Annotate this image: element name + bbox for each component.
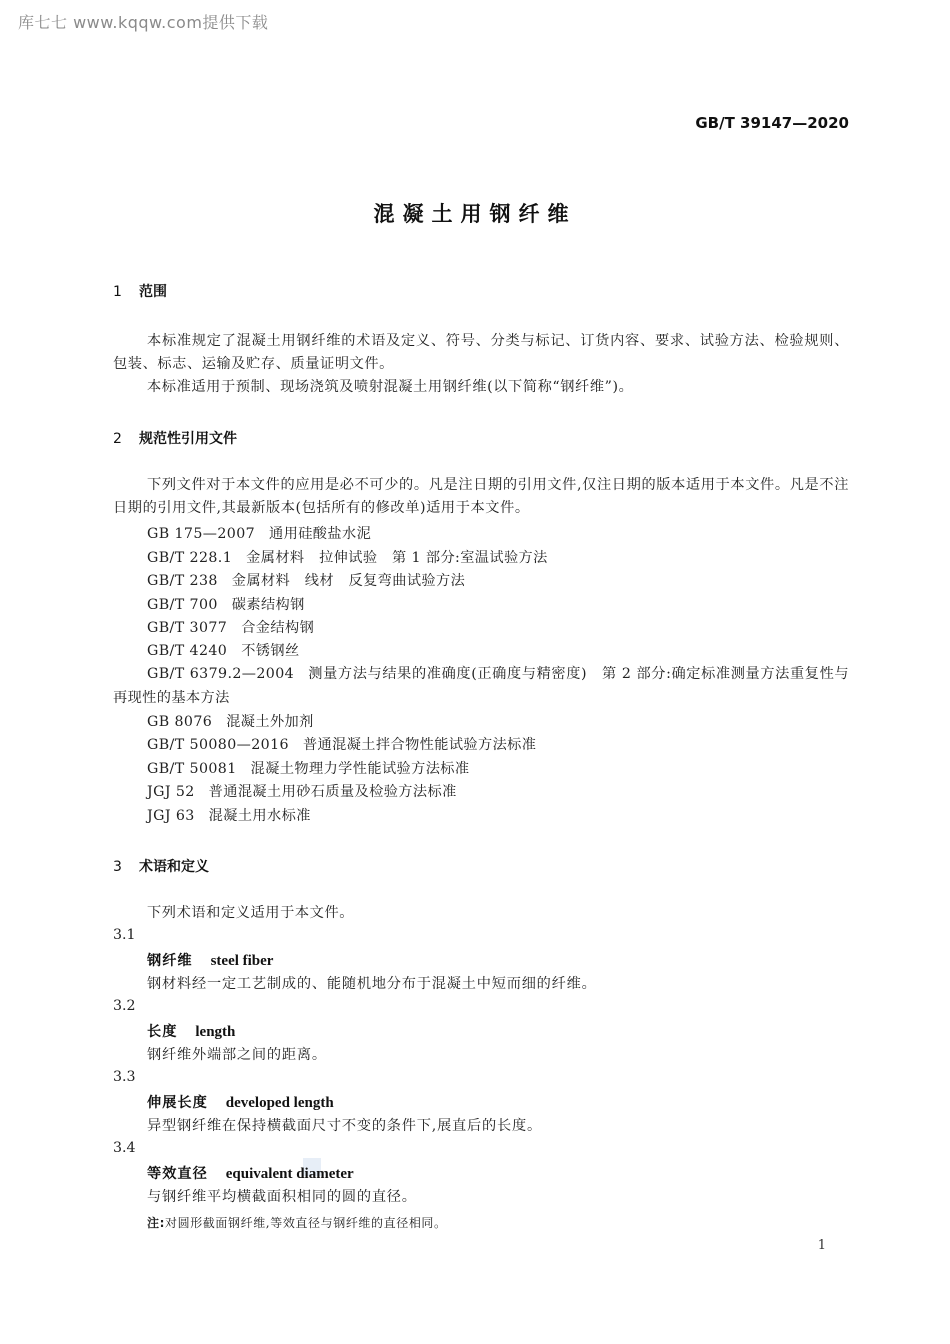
section-heading-terms <box>113 856 209 876</box>
term-number: 3.3 <box>113 1069 136 1085</box>
section-heading-scope <box>113 281 167 301</box>
note-text: 对圆形截面钢纤维,等效直径与钢纤维的直径相同。 <box>165 1216 447 1230</box>
term-zh: 伸展长度 <box>147 1095 208 1111</box>
reference-item <box>147 570 465 590</box>
reference-code: GB/T 50081 <box>147 761 237 777</box>
reference-title: 合金结构钢 <box>241 620 315 636</box>
reference-title: 不锈钢丝 <box>241 643 300 659</box>
reference-title: 金属材料 线材 反复弯曲试验方法 <box>231 573 466 589</box>
reference-title: 测量方法与结果的准确度(正确度与精密度) 第 2 部分:确定标准测量方法重复性与再现性的基本方法 <box>113 666 849 706</box>
reference-title: 混凝土外加剂 <box>226 714 314 730</box>
term-zh: 钢纤维 <box>147 953 193 969</box>
term-number: 3.4 <box>113 1140 136 1156</box>
term-heading <box>147 950 273 970</box>
reference-code: GB 175—2007 <box>147 526 256 542</box>
term-definition: 钢材料经一定工艺制成的、能随机地分布于混凝土中短而细的纤维。 <box>147 976 597 992</box>
section-title: 范围 <box>139 284 167 300</box>
reference-title: 普通混凝土拌合物性能试验方法标准 <box>302 737 537 753</box>
document-title: 混凝土用钢纤维 <box>373 202 577 226</box>
reference-title: 碳素结构钢 <box>231 597 305 613</box>
section-title: 规范性引用文件 <box>139 431 237 447</box>
term-en: length <box>195 1024 236 1040</box>
references-intro-paragraph: 下列文件对于本文件的应用是必不可少的。凡是注日期的引用文件,仅注日期的版本适用于本文件。凡是不注日期的引用文件,其最新版本(包括所有的修改单)适用于本文件。 <box>113 477 849 516</box>
standard-code: GB/T 39147—2020 <box>695 114 849 132</box>
term-heading <box>147 1092 334 1112</box>
section-title: 术语和定义 <box>139 859 209 875</box>
section-heading-normative-references <box>113 428 237 448</box>
reference-code: GB/T 6379.2—2004 <box>147 666 295 682</box>
reference-title: 混凝土用水标准 <box>208 808 311 824</box>
reference-title: 普通混凝土用砂石质量及检验方法标准 <box>208 784 457 800</box>
term-en: steel fiber <box>210 953 274 969</box>
terms-intro-paragraph: 下列术语和定义适用于本文件。 <box>147 905 355 921</box>
reference-code: GB/T 228.1 <box>147 550 233 566</box>
scope-paragraph-2: 本标准适用于预制、现场浇筑及喷射混凝土用钢纤维(以下简称“钢纤维”)。 <box>147 379 634 395</box>
term-number: 3.2 <box>113 998 136 1014</box>
term-heading <box>147 1163 354 1183</box>
reference-title: 通用硅酸盐水泥 <box>269 526 372 542</box>
reference-item <box>147 547 548 567</box>
note <box>147 1214 447 1231</box>
term-heading <box>147 1021 235 1041</box>
term-definition: 钢纤维外端部之间的距离。 <box>147 1047 327 1063</box>
reference-code: JGJ 63 <box>147 808 195 824</box>
reference-item <box>147 711 314 731</box>
reference-item <box>147 734 536 754</box>
reference-title: 混凝土物理力学性能试验方法标准 <box>250 761 470 777</box>
reference-item <box>113 663 849 710</box>
reference-item <box>147 758 469 778</box>
reference-code: JGJ 52 <box>147 784 195 800</box>
reference-title: 金属材料 拉伸试验 第 1 部分:室温试验方法 <box>246 550 548 566</box>
reference-code: GB/T 238 <box>147 573 218 589</box>
reference-item <box>147 523 371 543</box>
scope-paragraph-1: 本标准规定了混凝土用钢纤维的术语及定义、符号、分类与标记、订货内容、要求、试验方法、检验规则、包装、标志、运输及贮存、质量证明文件。 <box>113 333 849 372</box>
note-label: 注: <box>147 1216 165 1230</box>
term-zh: 等效直径 <box>147 1166 208 1182</box>
term-definition: 异型钢纤维在保持横截面尺寸不变的条件下,展直后的长度。 <box>147 1118 542 1134</box>
reference-code: GB/T 50080—2016 <box>147 737 289 753</box>
reference-item <box>147 640 300 660</box>
section-number: 3 <box>113 859 122 875</box>
reference-item <box>147 617 314 637</box>
term-zh: 长度 <box>147 1024 178 1040</box>
reference-code: GB/T 700 <box>147 597 218 613</box>
reference-code: GB/T 3077 <box>147 620 228 636</box>
reference-item <box>147 594 305 614</box>
reference-item <box>147 781 457 801</box>
reference-code: GB 8076 <box>147 714 213 730</box>
term-en: equivalent diameter <box>225 1166 354 1182</box>
reference-item <box>147 805 311 825</box>
term-definition: 与钢纤维平均横截面积相同的圆的直径。 <box>147 1189 417 1205</box>
section-number: 1 <box>113 284 122 300</box>
reference-code: GB/T 4240 <box>147 643 228 659</box>
term-en: developed length <box>225 1095 334 1111</box>
section-number: 2 <box>113 431 122 447</box>
page-number: 1 <box>817 1238 826 1253</box>
watermark-text: 库七七 www.kqqw.com提供下载 <box>18 13 269 32</box>
term-number: 3.1 <box>113 927 136 943</box>
